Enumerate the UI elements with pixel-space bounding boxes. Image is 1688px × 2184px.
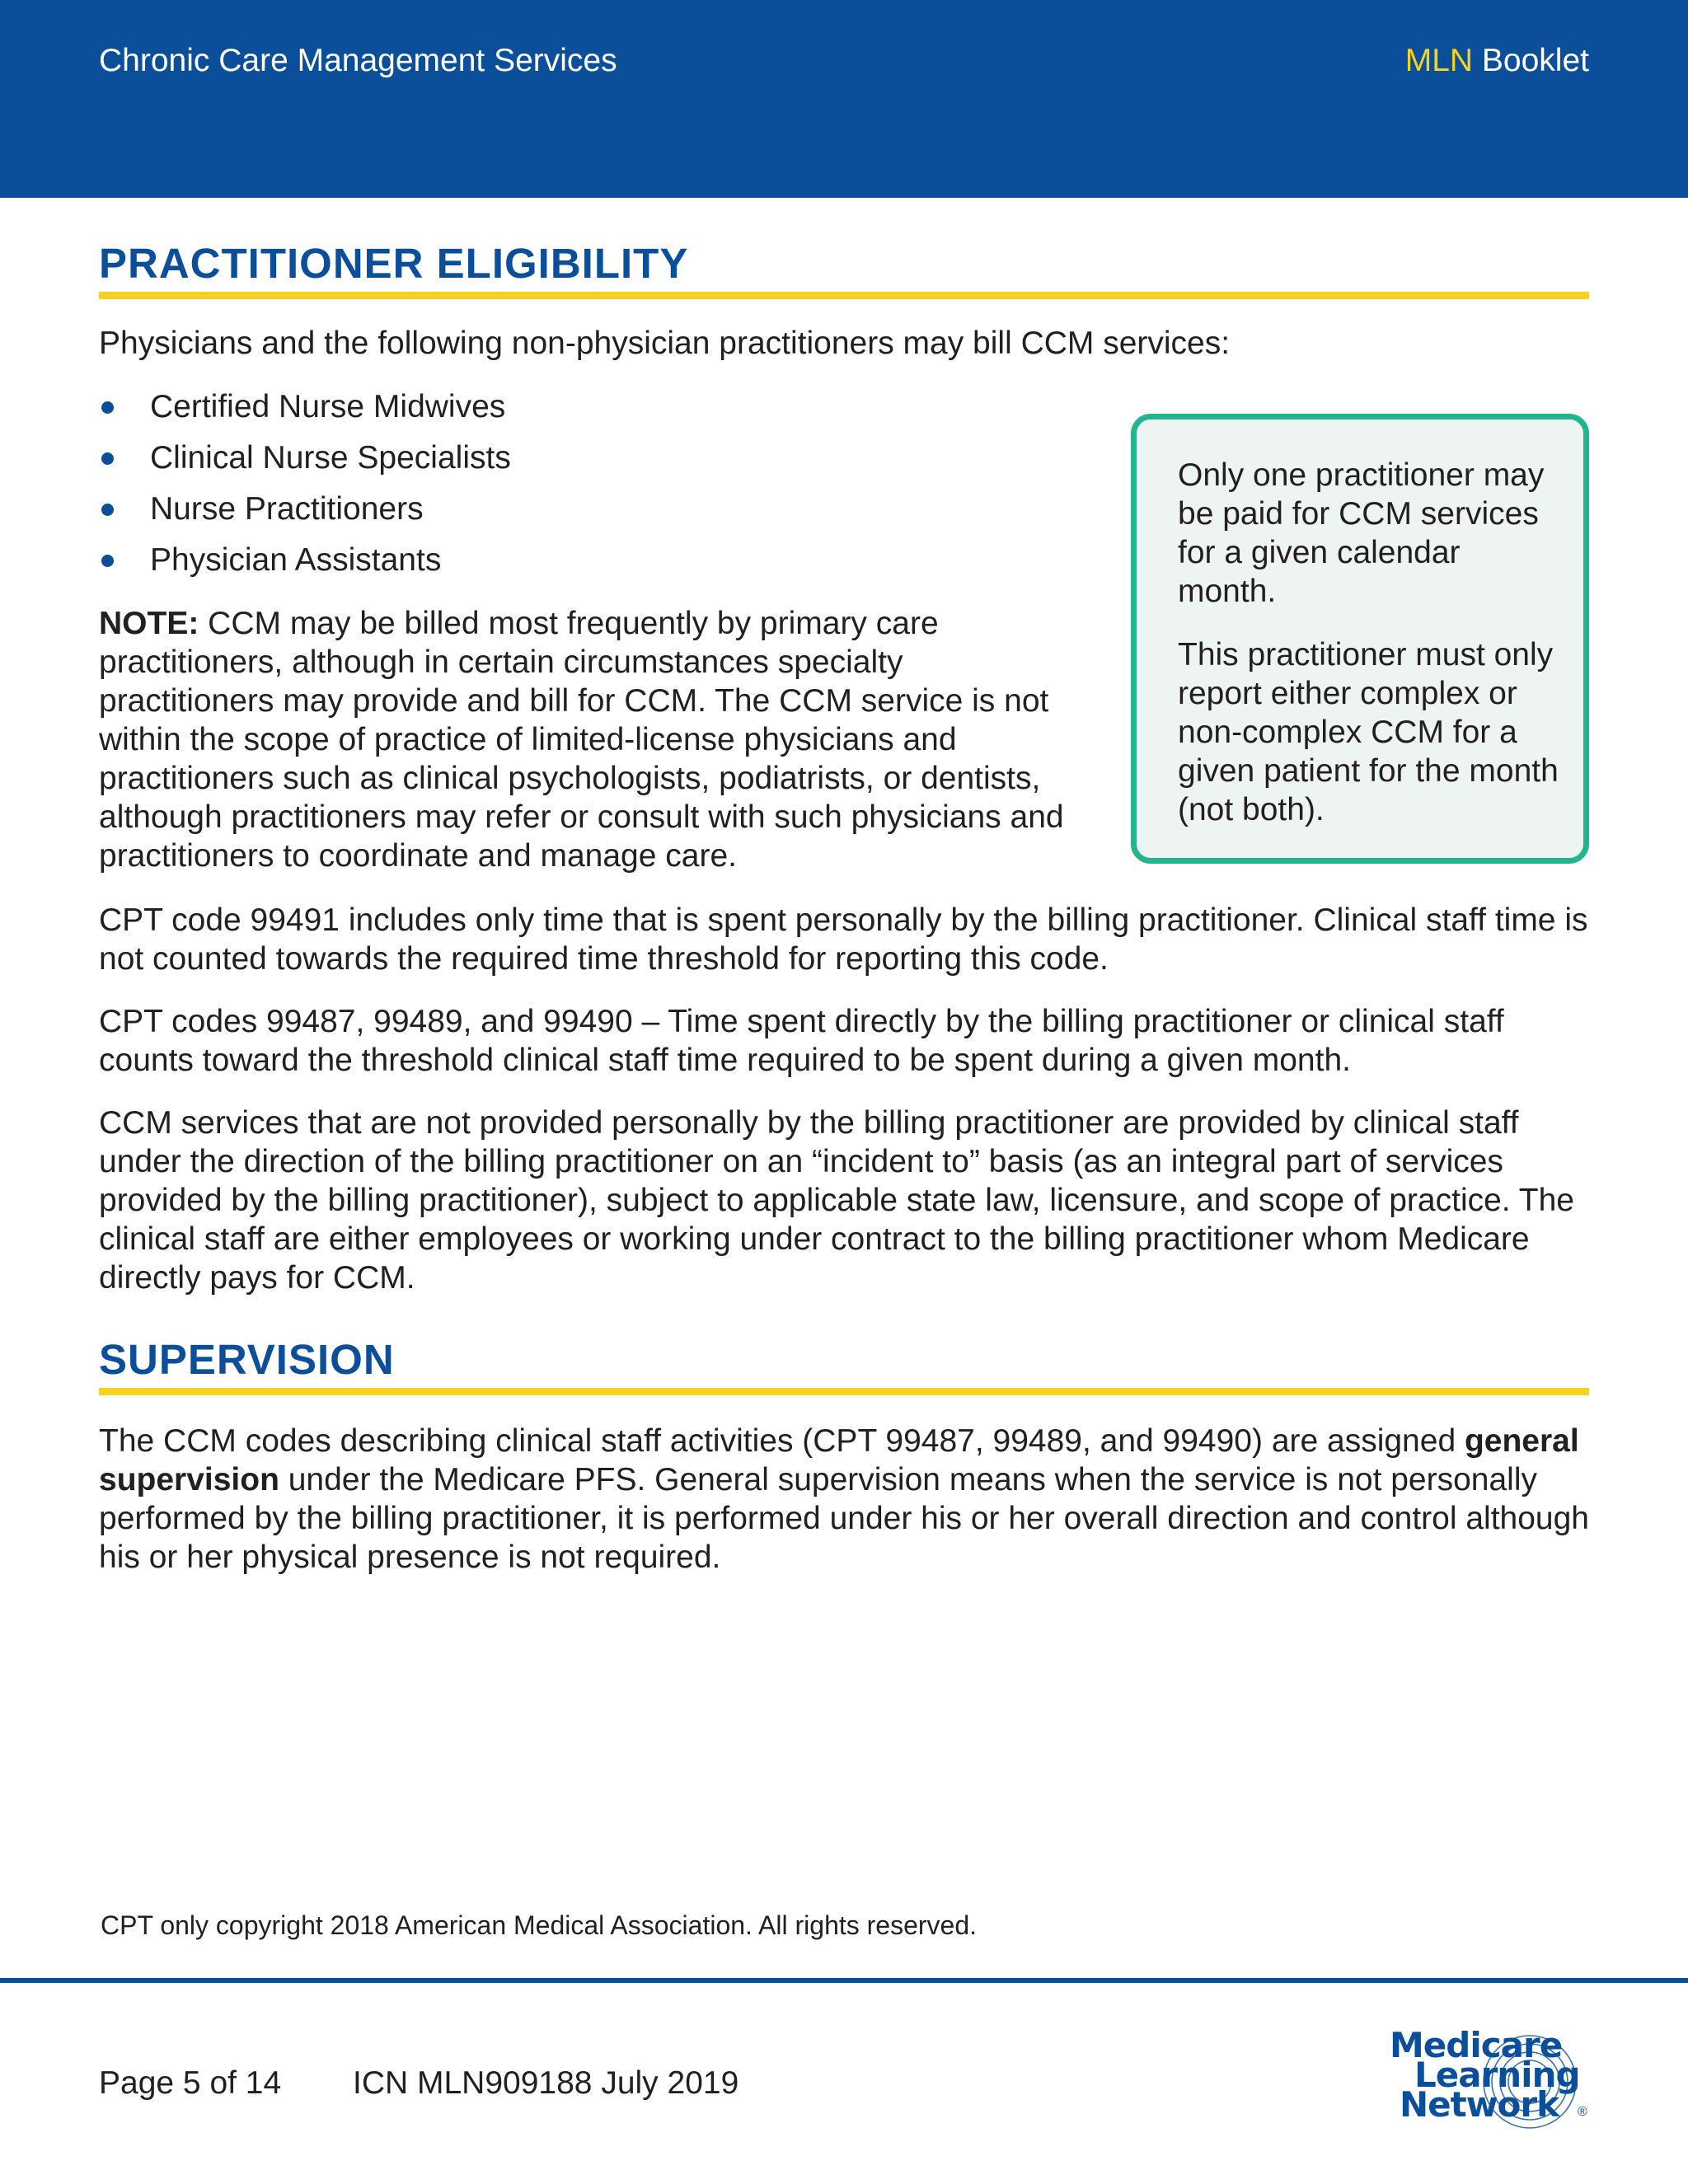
section-title-practitioner-eligibility: PRACTITIONER ELIGIBILITY xyxy=(99,240,689,287)
supervision-text-start: The CCM codes describing clinical staff activities (CPT 99487, 99489, and 99490) are assigned xyxy=(99,1423,1465,1459)
bullet-icon xyxy=(101,504,114,516)
medicare-learning-network-logo xyxy=(1381,2016,1596,2139)
section-title-supervision: SUPERVISION xyxy=(99,1336,395,1383)
bullet-icon xyxy=(101,401,114,414)
document-title: Chronic Care Management Services xyxy=(99,43,617,78)
list-item-label: Nurse Practitioners xyxy=(150,491,424,527)
section-divider xyxy=(99,1388,1589,1395)
list-item xyxy=(99,541,511,579)
booklet-word: Booklet xyxy=(1481,43,1589,78)
logo-line-3: Network xyxy=(1400,2084,1559,2125)
mln-label: MLN xyxy=(1404,43,1474,78)
bullet-icon xyxy=(101,452,114,465)
list-item xyxy=(99,387,511,426)
list-item xyxy=(99,490,511,528)
callout-box xyxy=(1131,414,1589,864)
list-item-label: Physician Assistants xyxy=(150,542,442,578)
logo-line-2: Learning xyxy=(1414,2055,1580,2095)
page-header xyxy=(0,0,1688,198)
note-paragraph xyxy=(99,604,1080,875)
copyright-footnote: CPT only copyright 2018 American Medical Association. All rights reserved. xyxy=(101,1910,978,1940)
paragraph-incident-to: CCM services that are not provided personally by the billing practitioner are provided by clinical staff under the direction of the billing practitioner on an “incident to” basis (as an integral part of services provided by the billing practitioner), subject to applicable state law, licensure, and scope of practice. The clinical staff are either employees or working under contract to the billing practitioner whom Medicare directly pays for CCM. xyxy=(99,1105,1574,1296)
callout-text-1: Only one practitioner may be paid for CCM services for a given calendar month. xyxy=(1178,457,1545,609)
callout-text-2: This practitioner must only report either complex or non-complex CCM for a given patient for the month (not both). xyxy=(1178,637,1559,827)
footer-divider xyxy=(0,1978,1688,1983)
logo-line-1: Medicare xyxy=(1390,2025,1563,2065)
eligibility-intro: Physicians and the following non-physician practitioners may bill CCM services: xyxy=(99,326,1231,361)
list-item-label: Certified Nurse Midwives xyxy=(150,389,506,424)
note-text: CCM may be billed most frequently by primary care practitioners, although in certain circumstances specialty practitioners may provide and bill for CCM. The CCM service is not within the scope of practice of limited-license physicians and practitioners such as clinical psychologists, podiatrists, or dentists, although practitioners may refer or consult with such physicians and practitioners to coordinate and manage care. xyxy=(99,606,1064,874)
note-label: NOTE: xyxy=(99,606,199,641)
supervision-paragraph xyxy=(99,1422,1599,1577)
bullet-icon xyxy=(101,555,114,567)
list-item-label: Clinical Nurse Specialists xyxy=(150,440,511,476)
supervision-text-end: under the Medicare PFS. General supervision means when the service is not personally performed by the billing practitioner, it is performed under his or her overall direction and control although his or her physical presence is not required. xyxy=(99,1462,1589,1575)
paragraph-99491: CPT code 99491 includes only time that is spent personally by the billing practitioner. Clinical staff time is not counted towards the required time threshold for reporting this code. xyxy=(99,902,1588,977)
booklet-label xyxy=(1405,43,1589,79)
section-divider xyxy=(99,292,1589,299)
icn-number: ICN MLN909188 July 2019 xyxy=(353,2065,739,2101)
practitioner-list xyxy=(99,387,511,592)
paragraph-cpt-codes: CPT codes 99487, 99489, and 99490 – Time spent directly by the billing practitioner or clinical staff counts toward the threshold clinical staff time required to be spent during a given month. xyxy=(99,1004,1504,1078)
registered-mark: ® xyxy=(1578,2105,1587,2119)
supervision-bold: general supervision xyxy=(99,1423,1579,1497)
list-item xyxy=(99,438,511,477)
page-number: Page 5 of 14 xyxy=(99,2065,282,2101)
